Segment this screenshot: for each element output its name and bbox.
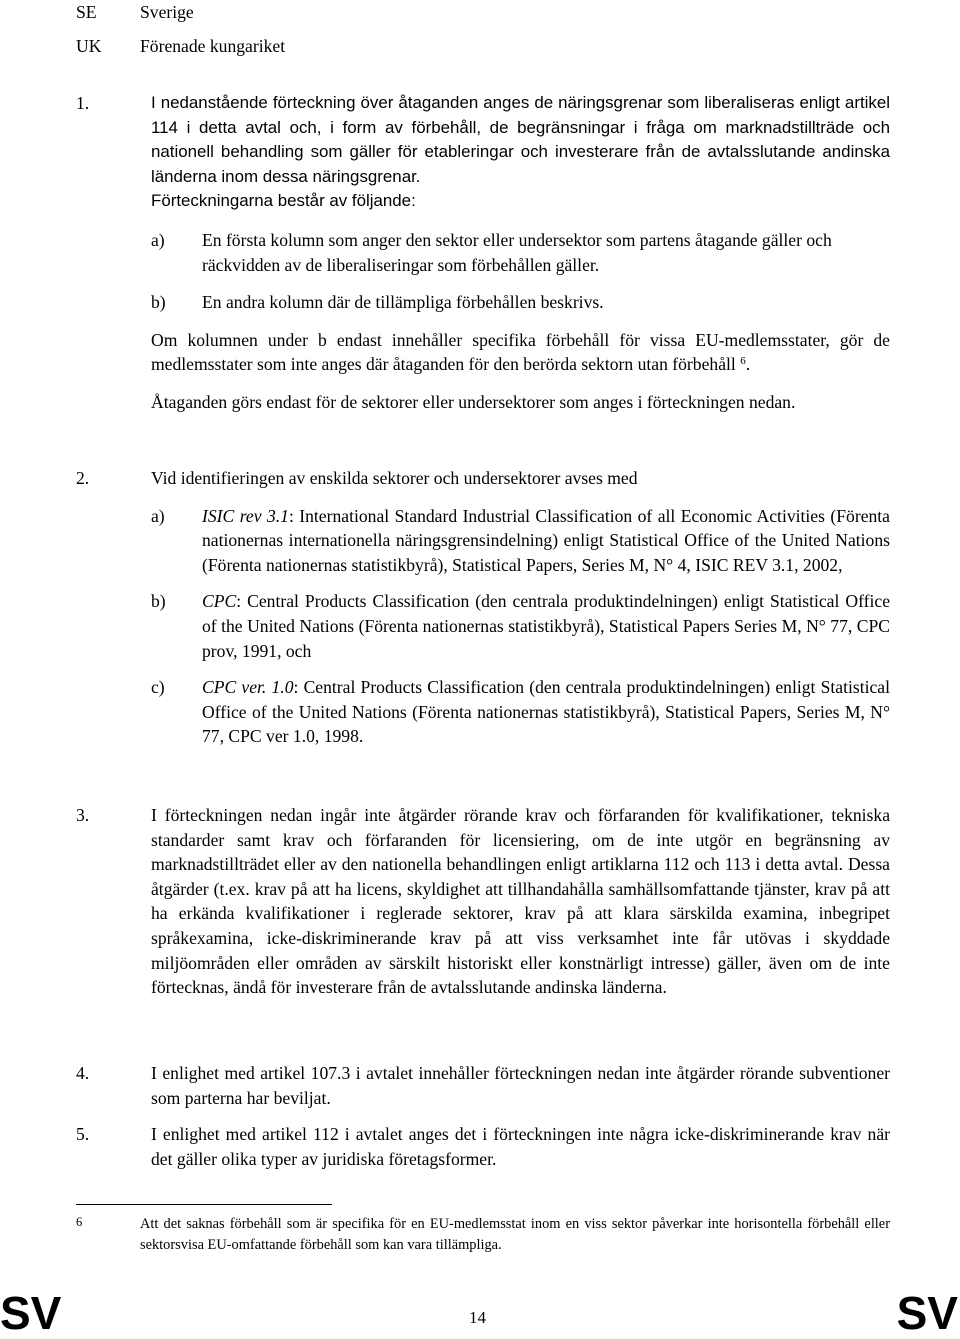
paragraph: I enlighet med artikel 107.3 i avtalet innehåller förteckningen nedan inte åtgärder rörande subventioner som parterna har beviljat. [151, 1063, 890, 1108]
footnote-number: 6 [76, 1215, 83, 1229]
paragraph-end: . [745, 354, 751, 375]
list-item [151, 228, 890, 277]
list-label: c) [151, 677, 165, 698]
country-row [76, 0, 285, 34]
paragraph: Förteckningarna består av följande: [151, 191, 416, 211]
paragraph: I förteckningen nedan ingår inte åtgärder rörande krav och förfaranden för kvalifikationer, tekniska standarder samt krav och förfaranden för licensiering, om de inte utgör en begränsning av marknadstillträdet eller av den nationella behandlingen enligt artiklarna 112 och 113 i detta avtal. Dessa åtgärder (t.ex. krav på att ha licens, skyldighet att tillhandahålla samhällsomfattande tjänster, krav på att ha erkända kvalifikationer i reglerade sektorer, krav på att klara särskilda examina, inbegripet språkexamina, icke-diskriminerande krav på att viss verksamhet inte får utövas i skyddade miljöområden eller områden av särskilt historiskt eller konstnärligt intresse) gäller, även om de inte förtecknas, ändå för investerare från de avtalsslutande andinska länderna. [151, 805, 890, 998]
paragraph: Vid identifieringen av enskilda sektorer och undersektorer avses med [151, 468, 638, 488]
country-row [76, 34, 285, 68]
country-name: Förenade kungariket [140, 36, 286, 56]
section-number: 4. [76, 1063, 90, 1083]
list-item [151, 290, 890, 315]
section-3 [76, 803, 890, 1000]
page-number: 14 [469, 1308, 486, 1327]
country-list [76, 0, 285, 68]
footer-language-left: SV [0, 1287, 62, 1339]
paragraph: I enlighet med artikel 112 i avtalet anges det i förteckningen inte några icke-diskriminerande krav när det gäller olika typer av juridiska företagsformer. [151, 1124, 890, 1169]
country-name: Sverige [140, 2, 194, 22]
footnote-text: Att det saknas förbehåll som är specifika för en EU-medlemsstat inom en viss sektor påverkar inte horisontella förbehåll eller sektorsvisa EU-omfattande förbehåll som kan vara tillämpliga. [140, 1216, 890, 1253]
section-number: 3. [76, 805, 90, 825]
list-text: En första kolumn som anger den sektor eller undersektor som partens åtagande gäller och räckvidden av de liberaliseringar som förbehållen gäller. [202, 229, 832, 275]
footnote [76, 1214, 890, 1256]
section-1 [76, 91, 890, 415]
list-text: En andra kolumn där de tillämpliga förbehållen beskrivs. [202, 292, 604, 313]
section-5 [76, 1122, 890, 1171]
section-number: 5. [76, 1124, 90, 1144]
paragraph: I nedanstående förteckning över åtaganden anges de näringsgrenar som liberaliseras enligt artikel 114 i detta avtal och, i form av förbehåll, de begränsningar i fråga om marknadstillträde och nationell behandling som gäller för etableringar och investerare från de avtalsslutande andinska länderna inom dessa näringsgrenar. [151, 93, 890, 186]
paragraph: Åtaganden görs endast för de sektorer eller undersektorer som anges i förteckningen nedan. [151, 391, 796, 412]
paragraph-text: Om kolumnen under b endast innehåller specifika förbehåll för vissa EU-medlemsstater, gör de medlemsstater som inte anges där åtaganden för den berörda sektorn utan förbehåll [151, 329, 890, 375]
section-4 [76, 1061, 890, 1110]
list-label: b) [151, 292, 166, 313]
section-number: 1. [76, 93, 90, 113]
list-label: a) [151, 505, 165, 526]
section-number: 2. [76, 468, 90, 488]
classification-term: ISIC rev 3.1 [202, 505, 289, 526]
classification-term: CPC [202, 591, 237, 612]
paragraph [151, 328, 890, 377]
list-text: : Central Products Classification (den centrala produktindelningen) enligt Statistical Office of the United Nations (Förenta nationernas statistikbyrå), Statistical Papers Series M, N° 77, CPC prov, 1991, och [202, 591, 890, 661]
classification-term: CPC ver. 1.0 [202, 677, 294, 698]
country-code: SE [76, 2, 97, 22]
footnote-ref[interactable]: 6 [740, 355, 746, 368]
list-text: : Central Products Classification (den centrala produktindelningen) enligt Statistical Office of the United Nations (Förenta nationernas statistikbyrå), Statistical Papers, Series M, N° 77, CPC ver 1.0, 1998. [202, 677, 890, 747]
footnote-divider [76, 1204, 332, 1205]
list-item [151, 675, 890, 749]
list-label: b) [151, 591, 166, 612]
list-text: : International Standard Industrial Classification of all Economic Activities (Förenta nationernas internationella näringsgrensindelning) enligt Statistical Office of the United Nations (Förenta nationernas statistikbyrå), Statistical Papers, Series M, N° 4, ISIC REV 3.1, 2002, [202, 505, 890, 575]
list-item [151, 504, 890, 578]
list-label: a) [151, 229, 165, 250]
section-2 [76, 466, 890, 749]
country-code: UK [76, 36, 102, 56]
list-item [151, 589, 890, 663]
footer-language-right: SV [896, 1287, 958, 1339]
